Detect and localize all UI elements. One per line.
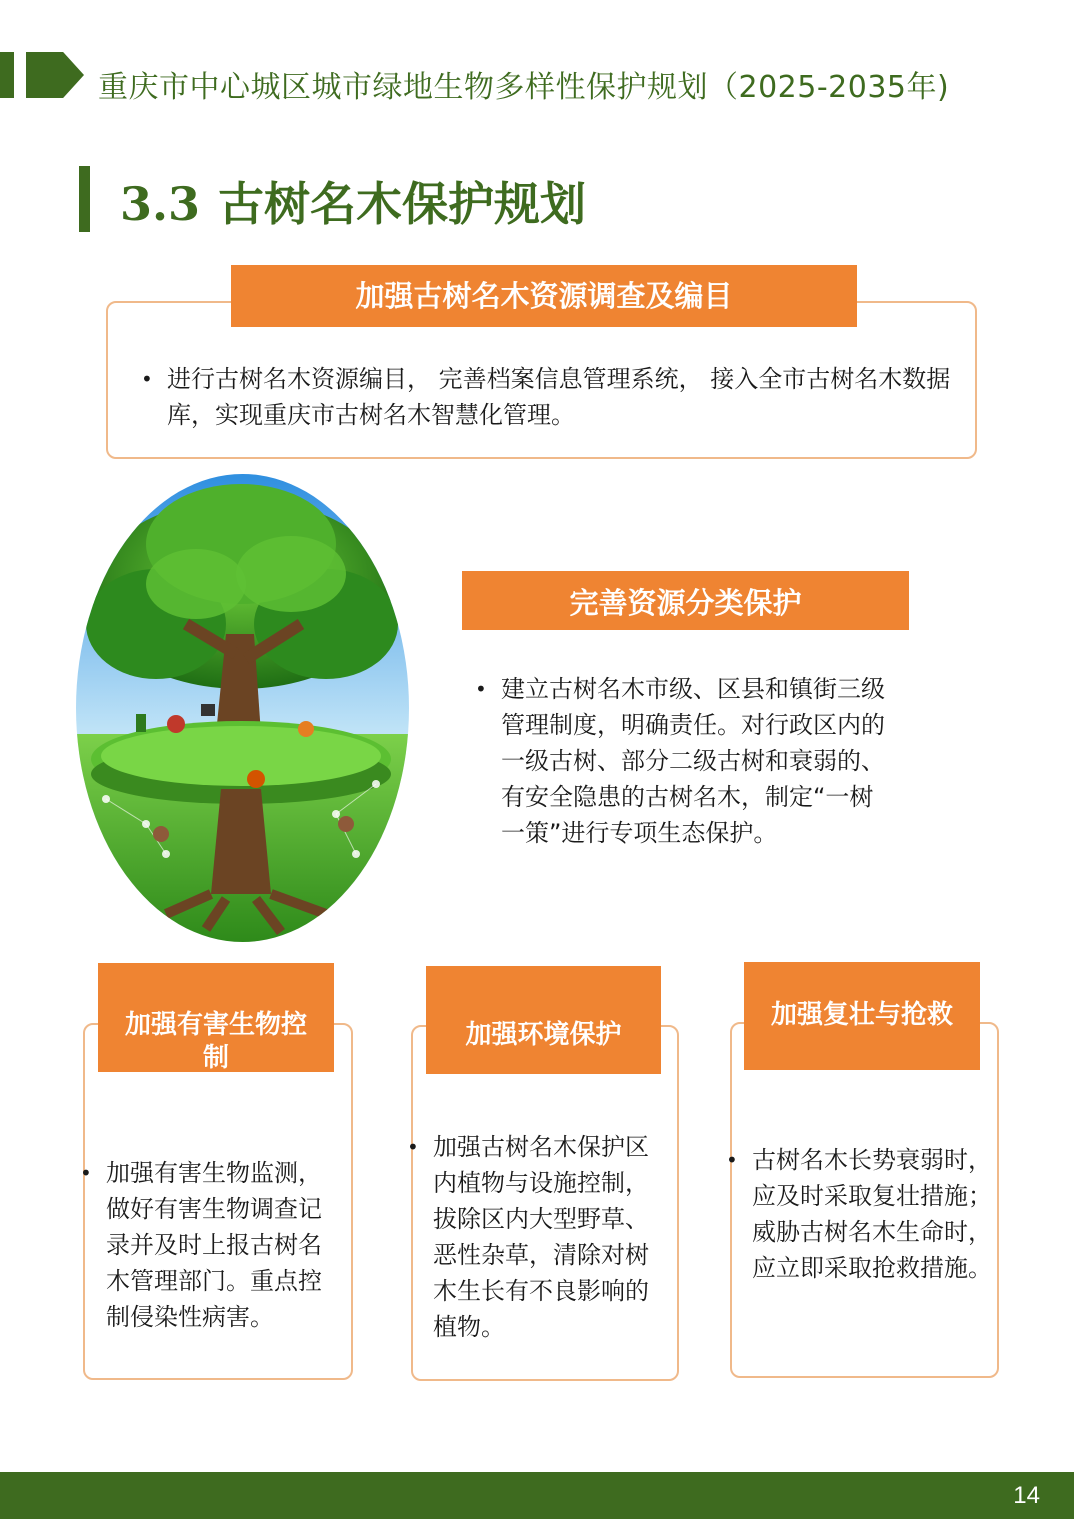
card-classify-body <box>475 671 887 851</box>
footer-bar <box>0 1472 1074 1519</box>
card-environment-text: 加强古树名木保护区内植物与设施控制，拔除区内大型野草、恶性杂草，清除对树木生长有不良影响的植物。 <box>433 1133 649 1341</box>
section-accent-bar <box>79 166 90 232</box>
bullet-icon: • <box>141 367 153 391</box>
card-survey-body <box>141 361 957 433</box>
bullet-icon: • <box>407 1135 419 1159</box>
bullet-icon: • <box>80 1161 92 1185</box>
card-pest-control-title: 加强有害生物控制 <box>98 963 334 1072</box>
page-number: 14 <box>1013 1482 1040 1509</box>
card-classify-text: 建立古树名木市级、区县和镇街三级管理制度，明确责任。对行政区内的一级古树、部分二级古树和衰弱的、有安全隐患的古树名木，制定“一树一策”进行专项生态保护。 <box>501 675 885 847</box>
card-environment-body <box>407 1129 667 1345</box>
header-decor-block <box>0 52 14 98</box>
card-rejuvenation-text: 古树名木长势衰弱时，应及时采取复壮措施；威胁古树名木生命时，应立即采取抢救措施。 <box>752 1146 992 1282</box>
card-survey-title: 加强古树名木资源调查及编目 <box>231 265 857 327</box>
card-classify-title: 完善资源分类保护 <box>462 571 909 630</box>
card-pest-control-text: 加强有害生物监测，做好有害生物调查记录并及时上报古树名木管理部门。重点控制侵染性病害。 <box>106 1159 322 1331</box>
card-pest-control-body <box>80 1155 342 1335</box>
section-number: 3.3 <box>120 177 201 231</box>
bullet-icon: • <box>475 677 487 701</box>
section-title: 古树名木保护规划 <box>218 177 587 231</box>
card-environment-title: 加强环境保护 <box>426 966 661 1074</box>
bullet-icon: • <box>726 1148 738 1172</box>
card-rejuvenation-title: 加强复壮与抢救 <box>744 962 980 1070</box>
card-rejuvenation-body <box>726 1142 992 1286</box>
document-title: 重庆市中心城区城市绿地生物多样性保护规划（2025-2035年) <box>98 70 950 105</box>
section-heading <box>120 168 586 234</box>
card-survey-text: 进行古树名木资源编目， 完善档案信息管理系统， 接入全市古树名木数据库，实现重庆市古树名木智慧化管理。 <box>167 365 951 429</box>
tree-illustration-icon <box>76 474 409 942</box>
header-arrow-decor <box>26 52 84 98</box>
